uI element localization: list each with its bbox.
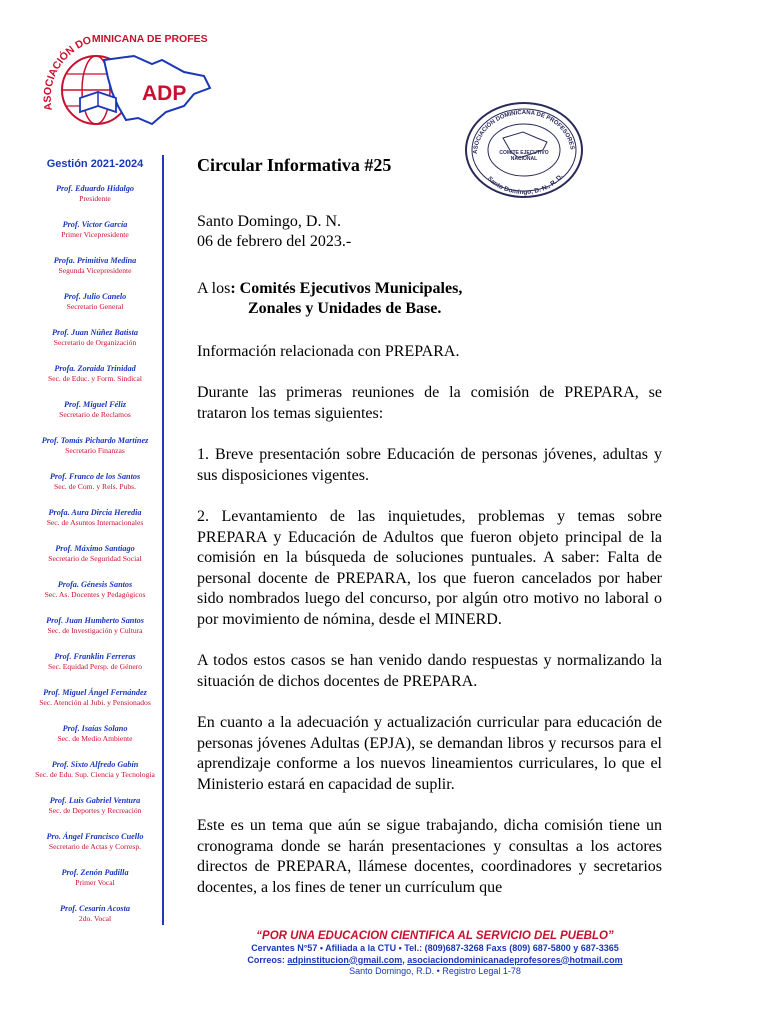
member-role: Secretario de Actas y Corresp. [48,842,142,851]
letter-title: Circular Informativa #25 [197,155,392,175]
member-name: Prof. Luis Gabriel Ventura [49,796,141,805]
email-separator: , [402,954,408,965]
member-name: Prof. Julio Canelo [63,292,127,301]
member-role: Secretario de Organización [53,338,137,347]
member-role: Secretario Finanzas [65,446,125,455]
member-name: Prof. Miguel Féliz [63,400,127,409]
sidebar-divider [162,155,164,925]
committee-member [20,292,170,328]
recipients [197,279,662,320]
member-name: Profa. Génesis Santos [57,580,133,589]
committee-member [20,436,170,472]
member-role: Segunda Vicepresidente [58,266,132,275]
committee-member [20,364,170,400]
email-prefix: Correos: [247,954,288,965]
committee-member [20,256,170,292]
seal-top-text: ASOCIACIÓN DOMINICANA DE PROFESORES [472,109,575,155]
member-name: Prof. Tomás Pichardo Martínez [41,436,149,445]
footer-registry: Santo Domingo, R.D. • Registro Legal 1-78 [349,966,521,976]
member-name: Profa. Zoraida Trinidad [54,364,136,373]
letter-date: 06 de febrero del 2023.- [197,233,352,250]
paragraph: Durante las primeras reuniones de la comisión de PREPARA, se trataron los temas siguientes: [197,384,662,422]
executive-committee-sidebar [20,158,170,923]
member-name: Prof. Isaías Solano [62,724,128,733]
member-name: Prof. Victor García [62,220,128,229]
member-role: Secretario de Reclamos [59,410,131,419]
member-list [20,184,170,940]
logo-text: ADP [142,82,187,105]
letterhead-footer [175,929,695,978]
committee-member [20,508,170,544]
member-role: Presidente [79,194,111,203]
committee-member [20,616,170,652]
paragraph: 1. Breve presentación sobre Educación de personas jóvenes, adultas y sus disposiciones vigentes. [197,446,662,484]
member-role: Sec. Atención al Jubi. y Pensionados [39,698,151,707]
member-name: Prof. Máximo Santiago [55,544,135,553]
member-name: Pro. Ángel Francisco Cuello [46,832,144,841]
committee-member [20,220,170,256]
member-role: Sec. de Edu. Sup. Ciencia y Tecnología [35,770,155,779]
committee-member [20,400,170,436]
footer-address: Cervantes N°57 • Afiliada a la CTU • Tel.: (809)687-3268 Faxs (809) 687-5800 y 687-3365 [251,943,619,953]
member-role: Sec. As. Docentes y Pedagógicos [44,590,146,599]
logo-org-name: ASOCIACIÓN DOMINICANA DE PROFES [41,33,208,112]
member-role: Secretario de Seguridad Social [48,554,142,563]
paragraph: En cuanto a la adecuación y actualización curricular para educación de personas jóvenes Adultas (EPJA), se demandan libros y recursos para el aprendizaje conforme a los nuevos lineamientos curriculares, lo que el Ministerio estará en capacidad de suplir. [197,714,662,793]
date-block [197,212,662,253]
email-link-2[interactable]: asociaciondominicanadeprofesores@hotmail.com [407,954,623,965]
member-role: Sec. de Com. y Rels. Pubs. [53,482,137,491]
member-name: Prof. Franco de los Santos [49,472,141,481]
member-name: Prof. Juan Humberto Santos [46,616,144,625]
member-name: Profa. Primitiva Medina [53,256,137,265]
member-role: Sec. de Medio Ambiente [57,734,133,743]
footer-motto: “POR UNA EDUCACION CIENTIFICA AL SERVICIO DEL PUEBLO” [256,930,614,942]
member-name: Prof. Sixto Alfredo Gabín [51,760,139,769]
committee-member [20,796,170,832]
footer-emails [175,955,695,967]
letter-place: Santo Domingo, D. N. [197,212,341,230]
paragraph: 2. Levantamiento de las inquietudes, problemas y temas sobre PREPARA y Educación de Adultos que fueron objeto principal de la comisión en la búsqueda de soluciones puntuales. A saber: Falta de personal docente de PREPARA, los que fueron cancelados por haber sido nombrados luego del concurso, por algún otro motivo no laboral o por movimiento de nómina, desde el MINERD. [197,508,662,628]
member-role: Sec. de Deportes y Recreación [48,806,142,815]
committee-member [20,868,170,904]
recipients-line-1: : Comités Ejecutivos Municipales, [230,279,463,297]
member-name: Prof. Zenón Padilla [61,868,129,877]
member-role: Primer Vocal [75,878,115,887]
member-name: Prof. Juan Núñez Batista [52,328,138,337]
member-role: Primer Vicepresidente [61,230,129,239]
member-role: 2do. Vocal [78,914,112,923]
committee-member [20,724,170,760]
seal-center-text: COMITÉ EJECUTIVO NACIONAL [499,150,549,162]
letter-body [197,155,662,930]
member-role: Sec. de Educ. y Form. Sindical [47,374,143,383]
committee-member [20,544,170,580]
member-role: Sec. Equidad Persp. de Género [47,662,143,671]
committee-member [20,472,170,508]
member-role: Sec. de Investigación y Cultura [47,626,143,635]
paragraph: A todos estos casos se han venido dando respuestas y normalizando la situación de dichos docentes de PREPARA. [197,652,662,690]
term-label: Gestión 2021-2024 [46,158,144,170]
member-role: Sec. de Asuntos Internacionales [46,518,144,527]
recipients-line-2: Zonales y Unidades de Base. [248,300,442,317]
committee-member [20,652,170,688]
committee-member [20,688,170,724]
committee-member [20,580,170,616]
adp-logo [34,20,224,152]
member-name: Prof. Cesarín Acosta [60,904,130,913]
member-name: Prof. Franklin Ferreras [54,652,136,661]
member-name: Prof. Eduardo Hidalgo [55,184,135,193]
member-name: Prof. Miguel Ángel Fernández [43,688,147,697]
member-role: Secretario General [66,302,124,311]
committee-member [20,184,170,220]
committee-member [20,832,170,868]
member-name: Profa. Aura Dircia Heredia [48,508,142,517]
committee-member [20,328,170,364]
seal-bottom-text: Santo Domingo, D. N., R. D. [485,173,565,197]
email-link-1[interactable]: adpinstitucion@gmail.com [287,954,403,965]
paragraph: Este es un tema que aún se sigue trabajando, dicha comisión tiene un cronograma donde se harán presentaciones y consultas a los actores directos de PREPARA, llámese docentes, coordinadores y secretarios docentes, a los fines de tener un currículum que [197,817,662,896]
letter-subject: Información relacionada con PREPARA. [197,342,460,360]
committee-member [20,904,170,940]
recipients-prefix: A los [197,279,231,297]
committee-member [20,760,170,796]
